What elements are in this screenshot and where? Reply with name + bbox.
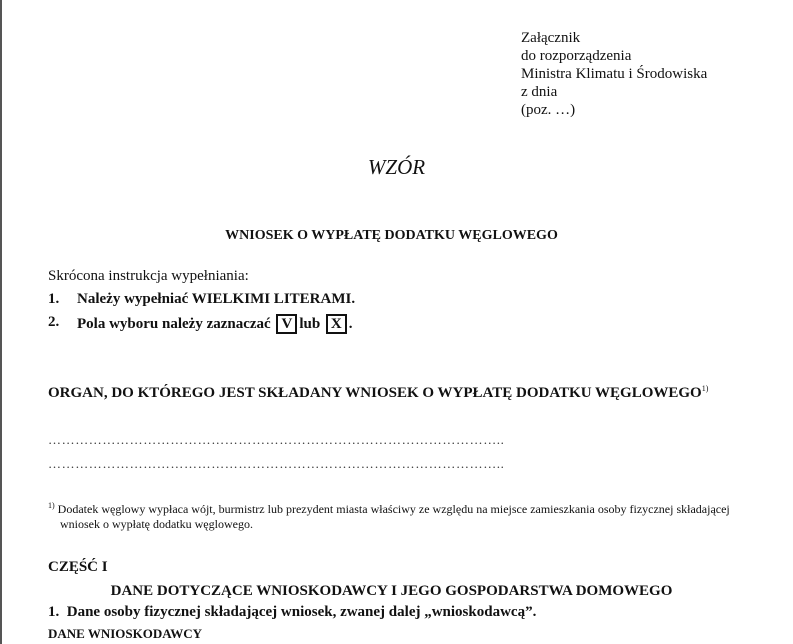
checkbox-example-x: X (326, 314, 347, 334)
checkbox-example-v: V (276, 314, 297, 334)
organ-field-line[interactable]: ……………………………………………………………………………………….. (48, 432, 505, 447)
item-number: 1. (48, 291, 60, 307)
item-text: Należy wypełniać WIELKIMI LITERAMI. (77, 291, 356, 307)
item-number: 2. (48, 314, 60, 330)
item-text: Pola wyboru należy zaznaczać (77, 316, 271, 332)
page-edge (0, 0, 2, 644)
header-line: (poz. …) (521, 102, 576, 118)
section-subheading: DANE WNIOSKODAWCY (48, 626, 202, 641)
header-line: z dnia (521, 84, 558, 100)
organ-heading-text: ORGAN, DO KTÓREGO JEST SKŁADANY WNIOSEK O WYPŁATĘ DODATKU WĘGLOWEGO (48, 385, 702, 401)
instruction-item-2 (48, 314, 353, 332)
organ-heading (48, 384, 708, 402)
part-subtitle: DANE DOTYCZĄCE WNIOSKODAWCY I JEGO GOSPODARSTWA DOMOWEGO (110, 583, 673, 599)
instruction-item-1 (48, 291, 356, 308)
organ-field-line[interactable]: ……………………………………………………………………………………….. (48, 456, 505, 471)
document-title: WNIOSEK O WYPŁATĘ DODATKU WĘGLOWEGO (225, 228, 558, 243)
section-heading: 1. Dane osoby fizycznej składającej wniosek, zwanej dalej „wnioskodawcą”. (48, 604, 537, 620)
part-heading: CZĘŚĆ I (48, 559, 108, 575)
footnote-line-1: Dodatek węglowy wypłaca wójt, burmistrz lub prezydent miasta właściwy ze względu na miejsce zamieszkania osoby fizycznej składającej (57, 502, 730, 516)
template-label: WZÓR (367, 155, 426, 179)
footnote-line-2: wniosek o wypłatę dodatku węglowego. (60, 517, 253, 531)
footnote-mark: 1) (48, 501, 55, 510)
header-line: do rozporządzenia (521, 48, 632, 64)
instructions-heading: Skrócona instrukcja wypełniania: (48, 268, 249, 284)
period: . (348, 316, 353, 332)
connector: lub (299, 316, 321, 332)
header-line: Ministra Klimatu i Środowiska (521, 66, 708, 82)
header-line: Załącznik (521, 30, 581, 46)
footnote-ref: 1) (701, 384, 709, 393)
footnote (48, 501, 730, 517)
